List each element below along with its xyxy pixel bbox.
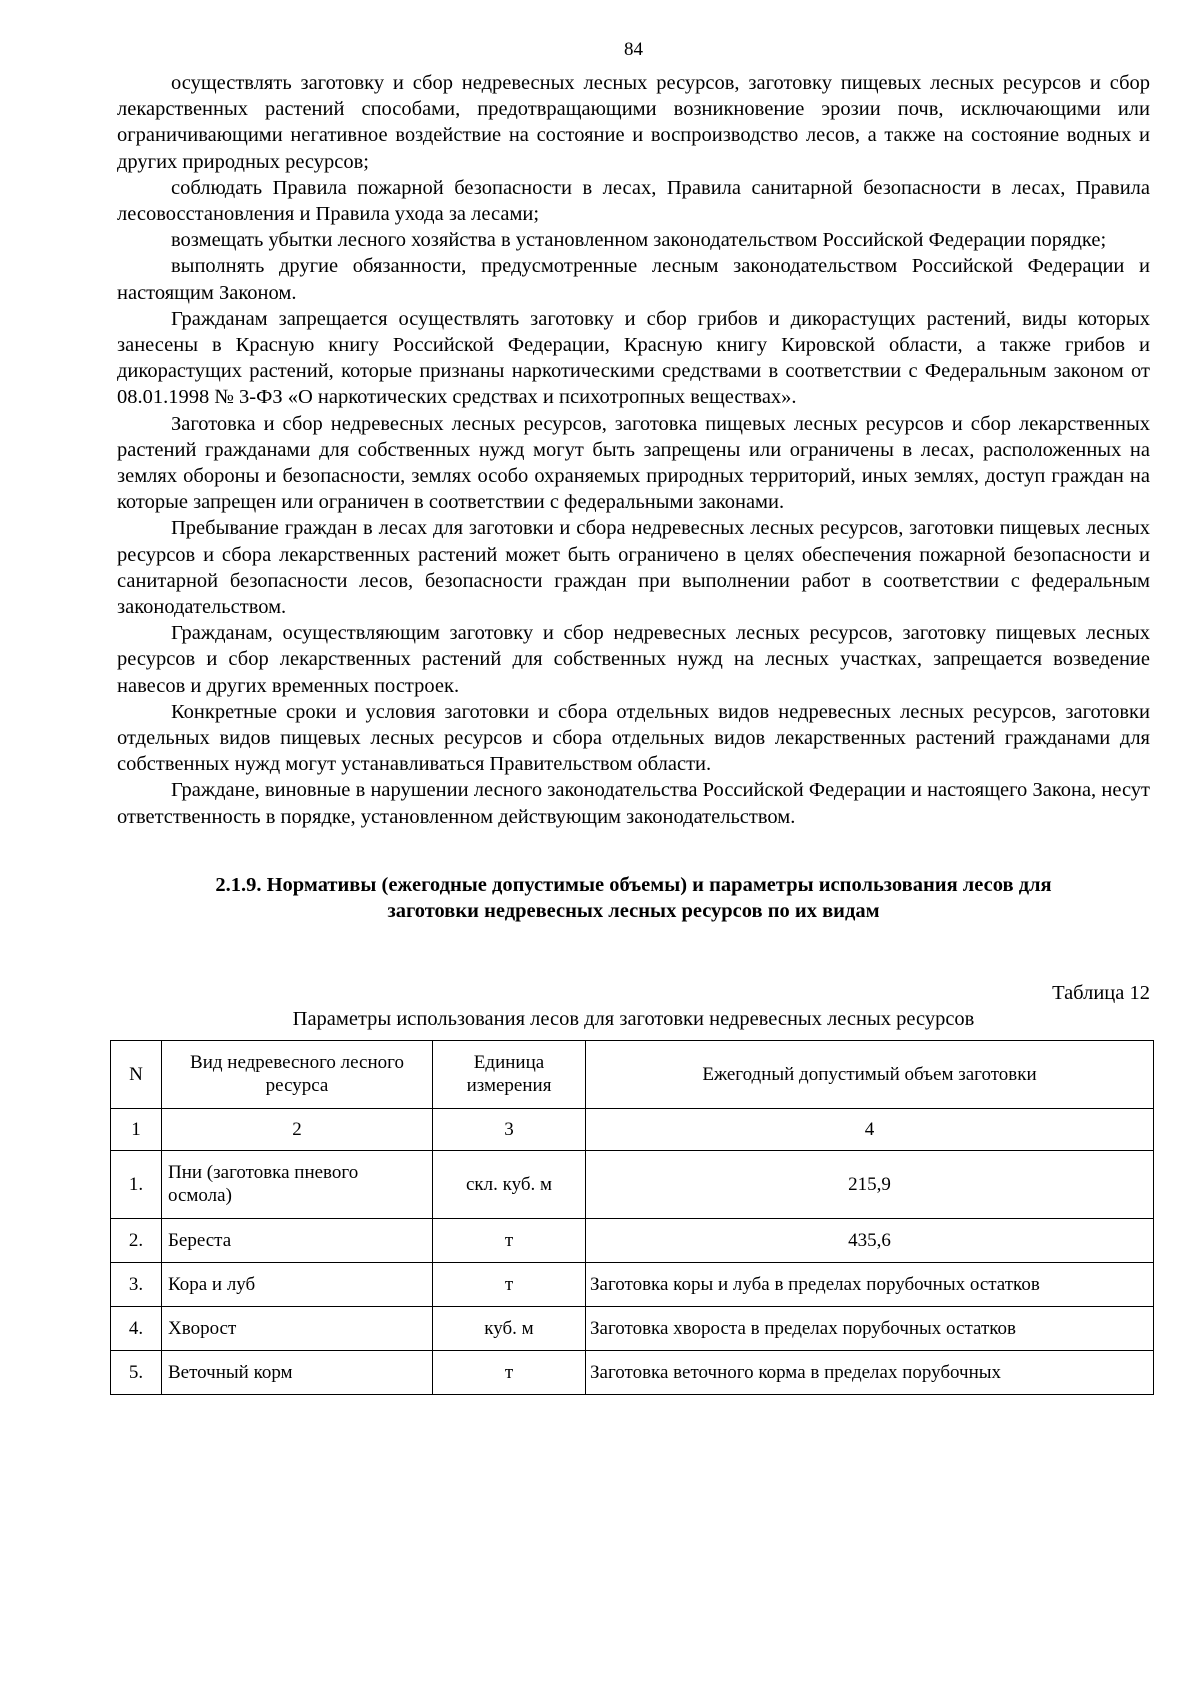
annual-volume: 215,9 (586, 1150, 1154, 1218)
section-heading (117, 872, 1150, 924)
annual-volume: Заготовка веточного корма в пределах порубочных (586, 1350, 1154, 1394)
header-unit: Единица измерения (433, 1040, 586, 1108)
paragraph: осуществлять заготовку и сбор недревесных лесных ресурсов, заготовку пищевых лесных ресурсов и сбор лекарственных растений способами, предотвращающими возникновение эрозии почв, исключающими или ограничивающими негативное воздействие на состояние и воспроизводство лесов, а также на состояние водных и других природных ресурсов; (117, 72, 1150, 173)
paragraph: Конкретные сроки и условия заготовки и сбора отдельных видов недревесных лесных ресурсов, заготовки отдельных видов пищевых лесных ресурсов и сбора отдельных видов лекарственных растений гражданами для собственных нужд могут устанавливаться Правительством области. (117, 700, 1150, 776)
paragraph: Гражданам запрещается осуществлять заготовку и сбор грибов и дикорастущих растений, виды которых занесены в Красную книгу Российской Федерации, Красную книгу Кировской области, а также грибов и дикорастущих растений, которые признаны наркотическими средствами в соответствии с Федеральным законом от 08.01.1998 № 3-ФЗ «О наркотических средствах и психотропных веществах». (117, 307, 1150, 409)
table-row (111, 1218, 1154, 1262)
table-row (111, 1262, 1154, 1306)
row-number: 5. (111, 1350, 162, 1394)
paragraph: Заготовка и сбор недревесных лесных ресурсов, заготовка пищевых лесных ресурсов и сбор лекарственных растений гражданами для собственных нужд могут быть запрещены или ограничены в лесах, расположенных на землях обороны и безопасности, землях особо охраняемых природных территорий, иных землях, доступ граждан на которые запрещен или ограничен в соответствии с федеральными законами. (117, 412, 1150, 514)
resource-name: Кора и луб (162, 1262, 433, 1306)
header-annual-volume: Ежегодный допустимый объем заготовки (586, 1040, 1154, 1108)
body-text (117, 70, 1150, 830)
paragraph: Пребывание граждан в лесах для заготовки и сбора недревесных лесных ресурсов, заготовки пищевых лесных ресурсов и сбора лекарственных растений может быть ограничено в целях обеспечения пожарной безопасности и санитарной безопасности лесов, безопасности граждан при выполнении работ в соответствии с федеральным законодательством. (117, 517, 1150, 619)
column-number: 1 (111, 1108, 162, 1150)
table-caption: Параметры использования лесов для заготовки недревесных лесных ресурсов (292, 1007, 975, 1030)
parameters-table (110, 1040, 1154, 1395)
annual-volume: Заготовка хвороста в пределах порубочных остатков (586, 1306, 1154, 1350)
resource-name: Пни (заготовка пневого осмола) (162, 1150, 433, 1218)
unit: скл. куб. м (433, 1150, 586, 1218)
table-header-row (111, 1040, 1154, 1108)
annual-volume: Заготовка коры и луба в пределах порубочных остатков (586, 1262, 1154, 1306)
section-heading-line2: заготовки недревесных лесных ресурсов по их видам (387, 899, 880, 922)
paragraph: выполнять другие обязанности, предусмотренные лесным законодательством Российской Федерации и настоящим Законом. (117, 255, 1150, 304)
header-resource-type: Вид недревесного лесного ресурса (162, 1040, 433, 1108)
unit: т (433, 1218, 586, 1262)
table-number: Таблица 12 (1052, 981, 1150, 1004)
column-number: 3 (433, 1108, 586, 1150)
row-number: 1. (111, 1150, 162, 1218)
paragraph: Гражданам, осуществляющим заготовку и сбор недревесных лесных ресурсов, заготовку пищевых лесных ресурсов и сбор лекарственных растений для собственных нужд на лесных участках, запрещается возведение навесов и других временных построек. (117, 622, 1150, 697)
table-row (111, 1150, 1154, 1218)
column-number: 2 (162, 1108, 433, 1150)
row-number: 4. (111, 1306, 162, 1350)
paragraph: соблюдать Правила пожарной безопасности в лесах, Правила санитарной безопасности в лесах, Правила лесовосстановления и Правила ухода за лесами; (117, 176, 1150, 226)
annual-volume: 435,6 (586, 1218, 1154, 1262)
page-number: 84 (624, 39, 643, 60)
paragraph: возмещать убытки лесного хозяйства в установленном законодательством Российской Федерации порядке; (171, 229, 1107, 252)
resource-name: Береста (162, 1218, 433, 1262)
row-number: 2. (111, 1218, 162, 1262)
resource-name: Хворост (162, 1306, 433, 1350)
column-number: 4 (586, 1108, 1154, 1150)
unit: куб. м (433, 1306, 586, 1350)
row-number: 3. (111, 1262, 162, 1306)
table-row (111, 1306, 1154, 1350)
paragraph: Граждане, виновные в нарушении лесного законодательства Российской Федерации и настоящего Закона, несут ответственность в порядке, установленном действующим законодательством. (117, 779, 1150, 828)
header-n: N (111, 1040, 162, 1108)
unit: т (433, 1350, 586, 1394)
column-number-row (111, 1108, 1154, 1150)
unit: т (433, 1262, 586, 1306)
resource-name: Веточный корм (162, 1350, 433, 1394)
document-page (117, 30, 1150, 1395)
table-row (111, 1350, 1154, 1394)
section-heading-line1: 2.1.9. Нормативы (ежегодные допустимые объемы) и параметры использования лесов для (215, 873, 1052, 896)
